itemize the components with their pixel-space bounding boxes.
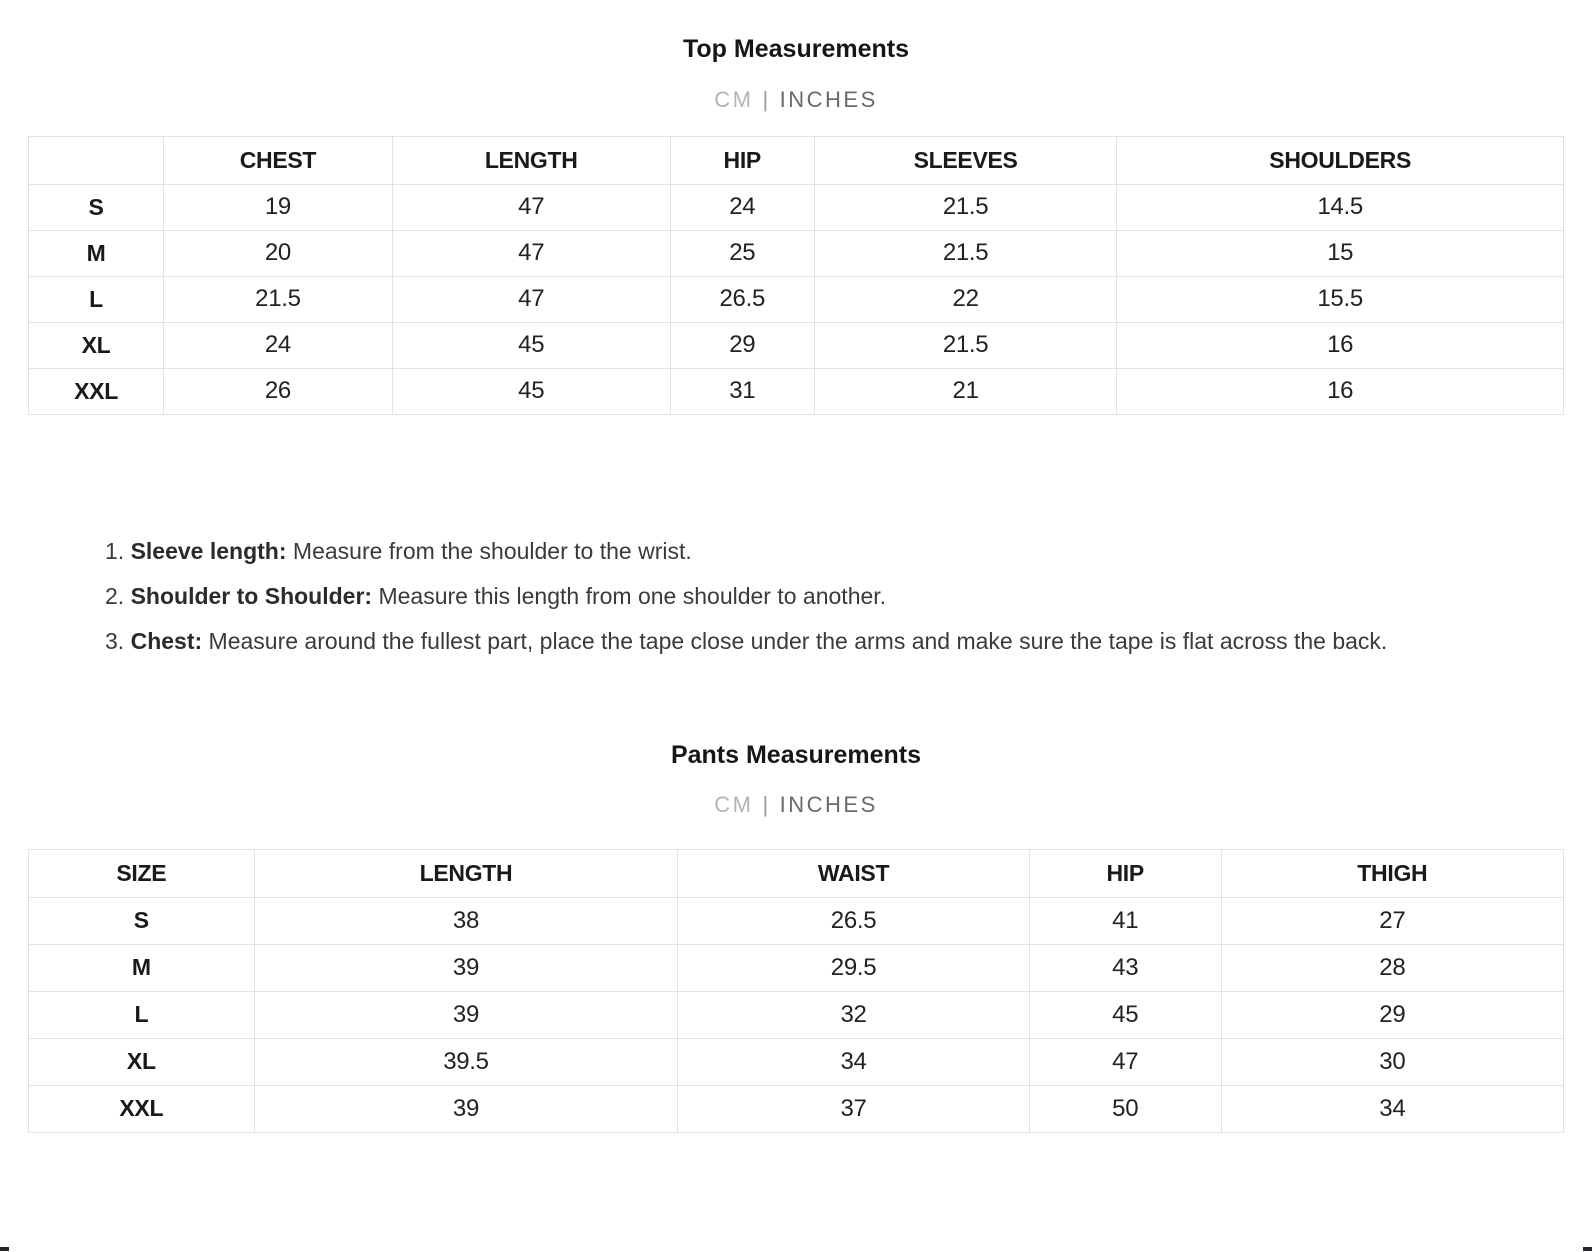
column-header: HIP (670, 136, 814, 184)
top-measurements-title: Top Measurements (683, 35, 909, 63)
unit-separator: | (762, 86, 771, 112)
cm-unit-option[interactable]: CM (714, 86, 754, 112)
column-header: HIP (1029, 849, 1221, 897)
cm-unit-option[interactable]: CM (714, 792, 754, 818)
instruction-item (105, 619, 1453, 664)
value-cell: 39 (254, 944, 678, 991)
size-cell: XL (29, 1038, 255, 1085)
value-cell: 29 (1221, 991, 1563, 1038)
header-row (29, 136, 1564, 184)
value-cell: 15 (1117, 230, 1564, 276)
size-cell: M (29, 230, 164, 276)
table-row (29, 322, 1564, 368)
value-cell: 14.5 (1117, 184, 1564, 230)
value-cell: 16 (1117, 322, 1564, 368)
value-cell: 21 (814, 368, 1116, 414)
table-row (29, 1038, 1564, 1085)
value-cell: 47 (392, 230, 670, 276)
measurement-instructions (28, 529, 1453, 664)
value-cell: 39.5 (254, 1038, 678, 1085)
instruction-item (105, 529, 1453, 574)
column-header: WAIST (678, 849, 1030, 897)
value-cell: 29.5 (678, 944, 1030, 991)
value-cell: 27 (1221, 897, 1563, 944)
value-cell: 28 (1221, 944, 1563, 991)
column-header: SLEEVES (814, 136, 1116, 184)
value-cell: 38 (254, 897, 678, 944)
value-cell: 34 (1221, 1085, 1563, 1132)
size-cell: XXL (29, 368, 164, 414)
table-row (29, 368, 1564, 414)
value-cell: 45 (392, 368, 670, 414)
instruction-label: Sleeve length: (130, 537, 287, 564)
value-cell: 21.5 (814, 230, 1116, 276)
table-row (29, 897, 1564, 944)
instruction-label: Chest: (130, 627, 203, 654)
value-cell: 47 (392, 184, 670, 230)
value-cell: 26.5 (678, 897, 1030, 944)
top-measurements-table (28, 136, 1564, 415)
value-cell: 34 (678, 1038, 1030, 1085)
instruction-number: 1. (105, 537, 125, 564)
value-cell: 45 (1029, 991, 1221, 1038)
size-cell: XXL (29, 1085, 255, 1132)
value-cell: 21.5 (814, 322, 1116, 368)
value-cell: 26.5 (670, 276, 814, 322)
value-cell: 50 (1029, 1085, 1221, 1132)
header-row (29, 849, 1564, 897)
table-row (29, 944, 1564, 991)
column-header: LENGTH (254, 849, 678, 897)
value-cell: 45 (392, 322, 670, 368)
column-header: SIZE (29, 849, 255, 897)
table-row (29, 276, 1564, 322)
size-cell: S (29, 184, 164, 230)
column-header: THIGH (1221, 849, 1563, 897)
table-row (29, 1085, 1564, 1132)
column-header: CHEST (164, 136, 393, 184)
instruction-text: Measure around the fullest part, place the tape close under the arms and make sure the tape is flat across the back. (208, 627, 1388, 654)
value-cell: 37 (678, 1085, 1030, 1132)
value-cell: 47 (1029, 1038, 1221, 1085)
size-cell: XL (29, 322, 164, 368)
instruction-label: Shoulder to Shoulder: (130, 582, 373, 609)
instruction-number: 2. (105, 582, 125, 609)
bottom-left-artifact (0, 1247, 9, 1251)
value-cell: 39 (254, 1085, 678, 1132)
pants-measurements-table (28, 849, 1564, 1133)
value-cell: 32 (678, 991, 1030, 1038)
value-cell: 22 (814, 276, 1116, 322)
size-cell: S (29, 897, 255, 944)
value-cell: 26 (164, 368, 393, 414)
value-cell: 25 (670, 230, 814, 276)
value-cell: 29 (670, 322, 814, 368)
value-cell: 24 (670, 184, 814, 230)
pants-measurements-title: Pants Measurements (670, 740, 922, 769)
value-cell: 24 (164, 322, 393, 368)
value-cell: 43 (1029, 944, 1221, 991)
table-row (29, 184, 1564, 230)
value-cell: 47 (392, 276, 670, 322)
inches-unit-option[interactable]: INCHES (779, 86, 878, 112)
value-cell: 21.5 (814, 184, 1116, 230)
column-header: SHOULDERS (1117, 136, 1564, 184)
pants-unit-toggle (28, 792, 1564, 818)
top-unit-toggle (28, 87, 1564, 113)
unit-separator: | (762, 792, 771, 818)
bottom-right-artifact (1583, 1247, 1592, 1251)
value-cell: 41 (1029, 897, 1221, 944)
value-cell: 19 (164, 184, 393, 230)
column-header (29, 136, 164, 184)
size-cell: L (29, 991, 255, 1038)
value-cell: 16 (1117, 368, 1564, 414)
instruction-text: Measure this length from one shoulder to another. (378, 582, 887, 609)
value-cell: 31 (670, 368, 814, 414)
table-row (29, 991, 1564, 1038)
instruction-item (105, 574, 1453, 619)
value-cell: 30 (1221, 1038, 1563, 1085)
value-cell: 15.5 (1117, 276, 1564, 322)
inches-unit-option[interactable]: INCHES (779, 792, 878, 818)
size-cell: L (29, 276, 164, 322)
column-header: LENGTH (392, 136, 670, 184)
value-cell: 21.5 (164, 276, 393, 322)
value-cell: 39 (254, 991, 678, 1038)
instruction-number: 3. (105, 627, 125, 654)
value-cell: 20 (164, 230, 393, 276)
table-row (29, 230, 1564, 276)
size-cell: M (29, 944, 255, 991)
instruction-text: Measure from the shoulder to the wrist. (292, 537, 692, 564)
